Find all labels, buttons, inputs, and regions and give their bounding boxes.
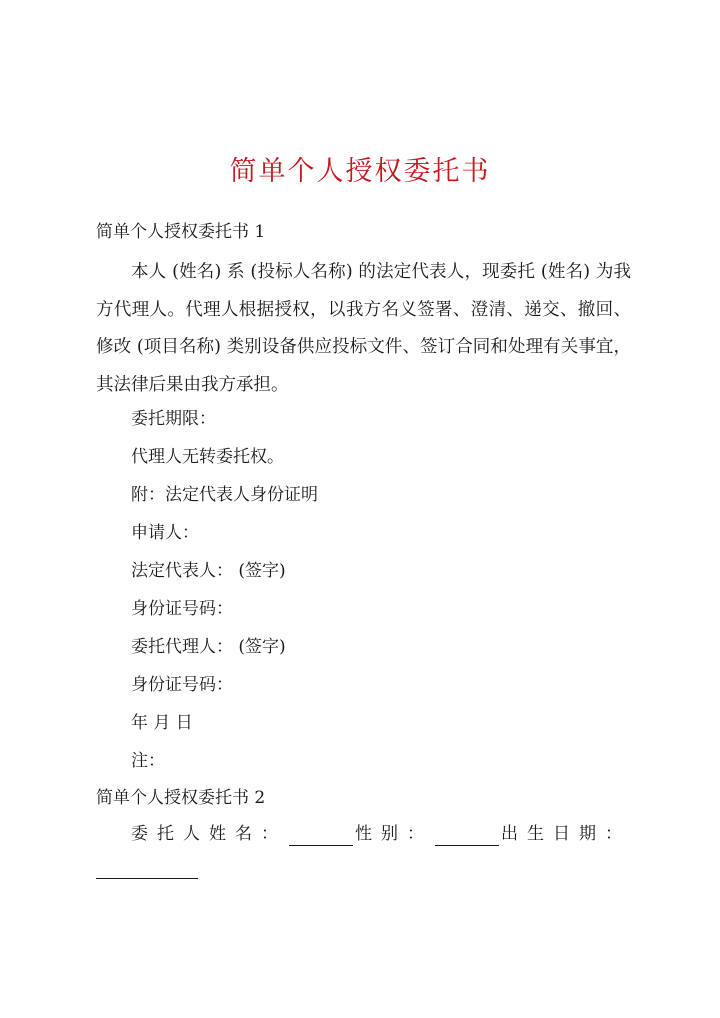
agent-signature-line: 委托代理人： (签字): [131, 637, 286, 657]
gender-blank: [435, 827, 499, 846]
section-heading-1: 简单个人授权委托书 1: [96, 222, 266, 242]
authorization-paragraph: 本人 (姓名) 系 (投标人名称) 的法定代表人，现委托 (姓名) 为我方代理人。代理人根据授权，以我方名义签署、澄清、递交、撤回、修改 (项目名称) 类别设备供应投标文件、签订合同和处理有关事宜，其法律后果由我方承担。: [96, 262, 631, 395]
client-name-blank: [289, 827, 353, 846]
document-title: 简单个人授权委托书: [229, 156, 491, 187]
client-info-row: [131, 822, 631, 846]
term-line: 委托期限：: [131, 409, 216, 429]
gender-label: 性别：: [355, 824, 433, 844]
note-line: 注：: [131, 751, 165, 771]
section-heading-2: 简单个人授权委托书 2: [96, 788, 266, 808]
id-number-line-1: 身份证号码：: [131, 599, 233, 619]
birth-date-blank: [96, 860, 198, 879]
applicant-line: 申请人：: [131, 523, 199, 543]
date-line: 年 月 日: [131, 713, 193, 733]
legal-rep-signature-line: 法定代表人： (签字): [131, 561, 286, 581]
client-name-label: 委托人姓名：: [131, 824, 287, 844]
id-number-line-2: 身份证号码：: [131, 675, 233, 695]
no-subdelegation-line: 代理人无转委托权。: [131, 447, 284, 467]
attachment-line: 附：法定代表人身份证明: [131, 485, 318, 505]
birth-date-label: 出生日期：: [501, 824, 631, 844]
